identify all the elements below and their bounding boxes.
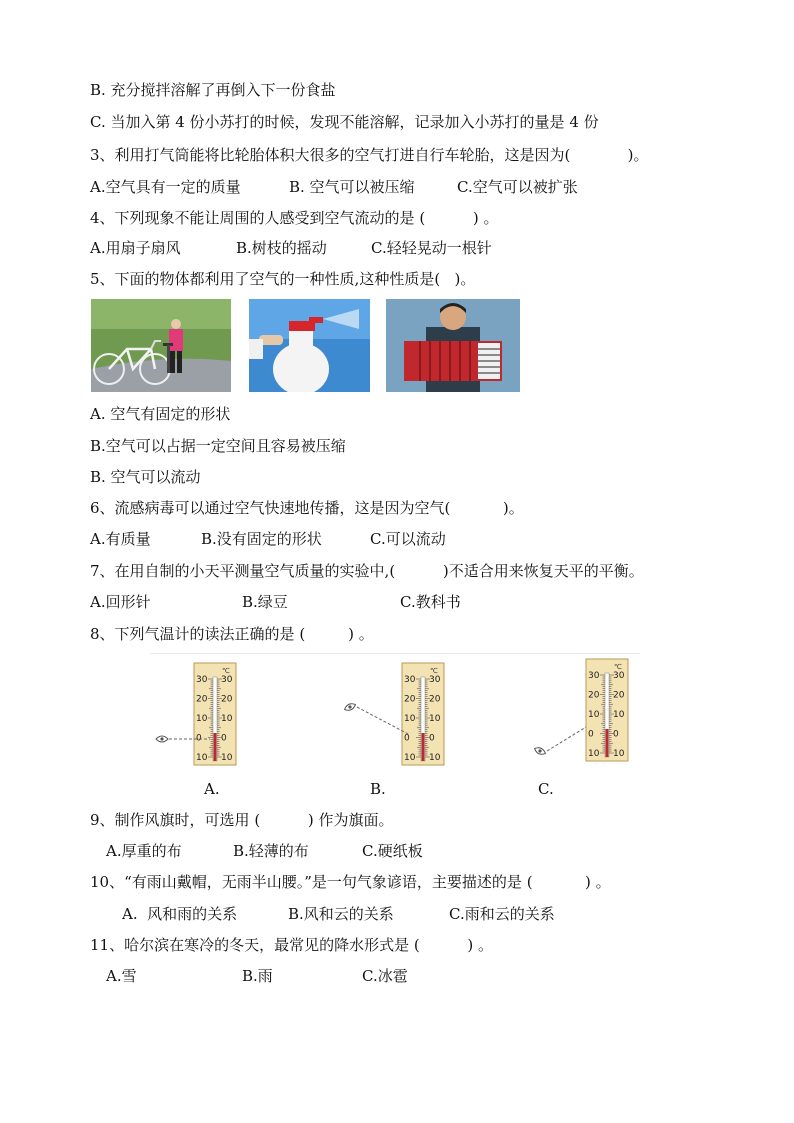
question-7-options <box>90 592 690 612</box>
tick-label-right: 10 <box>613 710 625 720</box>
tick-label-right: 10 <box>221 753 233 763</box>
thermometer-c-caption: C. <box>538 780 554 798</box>
tick-label-left: 20 <box>196 694 208 705</box>
accordion-boy-photo <box>386 299 520 392</box>
q7-option-c: C.教科书 <box>400 593 461 611</box>
q9-option-a: A.厚重的布 <box>106 842 182 860</box>
tick-label-right: 0 <box>429 733 435 744</box>
tick-label-left: 10 <box>404 714 416 724</box>
q5-option-b: B.空气可以占据一定空间且容易被压缩 <box>90 437 346 455</box>
q4-option-c: C.轻轻晃动一根针 <box>371 239 492 257</box>
thermometer-a <box>150 655 240 770</box>
question-6-options <box>90 529 690 549</box>
question-10-options <box>122 904 722 924</box>
tick-label-left: 10 <box>404 753 416 763</box>
q6-option-c: C.可以流动 <box>370 530 446 548</box>
q5-option-a: A. 空气有固定的形状 <box>90 405 231 423</box>
mercury-column <box>422 733 425 761</box>
q5-option-c: B. 空气可以流动 <box>90 468 201 486</box>
eye-icon <box>533 746 546 757</box>
tick-label-right: 10 <box>429 753 441 763</box>
tick-label-right: 20 <box>429 694 441 705</box>
tick-label-right: 0 <box>221 733 227 744</box>
thermometer-a-caption: A. <box>204 780 220 798</box>
tick-label-right: 0 <box>613 729 619 740</box>
unit-label: ℃ <box>614 663 622 671</box>
option-line-b-salt: B. 充分搅拌溶解了再倒入下一份食盐 <box>90 81 336 99</box>
unit-label: ℃ <box>430 667 438 675</box>
mercury-column <box>214 733 217 761</box>
question-5: 5、下面的物体都利用了空气的一种性质,这种性质是( )。 <box>90 270 476 288</box>
tick-label-left: 0 <box>196 733 202 744</box>
thermometer-b <box>340 655 450 770</box>
q6-option-a: A.有质量 <box>90 530 151 548</box>
tick-label-left: 30 <box>588 671 600 681</box>
tick-label-left: 20 <box>404 694 416 705</box>
tick-label-left: 30 <box>404 675 416 685</box>
question-3: 3、利用打气筒能将比轮胎体积大很多的空气打进自行车轮胎，这是因为( )。 <box>90 146 649 164</box>
eye-icon <box>343 702 356 713</box>
tick-label-right: 20 <box>613 690 625 701</box>
question-4-options <box>90 238 690 258</box>
tick-label-right: 30 <box>429 675 441 685</box>
q6-option-b: B.没有固定的形状 <box>201 530 322 548</box>
tick-label-right: 10 <box>429 714 441 724</box>
tick-label-right: 30 <box>221 675 233 685</box>
q3-option-c: C.空气可以被扩张 <box>457 178 578 196</box>
tick-label-left: 20 <box>588 690 600 701</box>
q7-option-b: B.绿豆 <box>242 593 288 611</box>
q3-option-b: B. 空气可以被压缩 <box>289 178 415 196</box>
eye-icon <box>156 736 168 742</box>
q9-option-c: C.硬纸板 <box>362 842 423 860</box>
q4-option-a: A.用扇子扇风 <box>90 239 181 257</box>
question-10: 10、“有雨山戴帽，无雨半山腰。”是一句气象谚语，主要描述的是 ( ) 。 <box>90 873 611 891</box>
tick-label-left: 10 <box>588 749 600 759</box>
option-line-c-soda: C. 当加入第 4 份小苏打的时候，发现不能溶解，记录加入小苏打的量是 4 份 <box>90 113 599 131</box>
question-8: 8、下列气温计的读法正确的是 ( ) 。 <box>90 625 374 643</box>
sight-line <box>547 727 586 751</box>
thermometer-b-caption: B. <box>370 780 386 798</box>
q11-option-b: B.雨 <box>242 967 273 985</box>
question-9: 9、制作风旗时，可选用 ( ) 作为旗面。 <box>90 811 394 829</box>
question-7: 7、在用自制的小天平测量空气质量的实验中,( )不适合用来恢复天平的平衡。 <box>90 562 644 580</box>
question-4: 4、下列现象不能让周围的人感受到空气流动的是 ( ) 。 <box>90 209 499 227</box>
spray-bottle-photo <box>249 299 370 392</box>
tick-label-left: 0 <box>404 733 410 744</box>
question-11-options <box>106 966 706 986</box>
q4-option-b: B.树枝的摇动 <box>236 239 327 257</box>
q11-option-a: A.雪 <box>106 967 137 985</box>
bicycle-girl-photo <box>91 299 231 392</box>
q3-option-a: A.空气具有一定的质量 <box>90 178 241 196</box>
thermometer-c <box>530 651 640 766</box>
tick-label-right: 10 <box>613 749 625 759</box>
q11-option-c: C.冰雹 <box>362 967 408 985</box>
tick-label-left: 0 <box>588 729 594 740</box>
unit-label: ℃ <box>222 667 230 675</box>
tick-label-left: 10 <box>196 753 208 763</box>
tick-label-left: 10 <box>196 714 208 724</box>
tick-label-left: 10 <box>588 710 600 720</box>
tick-label-right: 20 <box>221 694 233 705</box>
question-3-options <box>90 177 690 197</box>
mercury-column <box>606 729 609 757</box>
q7-option-a: A.回形针 <box>90 593 151 611</box>
q10-option-a: A. 风和雨的关系 <box>122 905 238 923</box>
question-11: 11、哈尔滨在寒冷的冬天，最常见的降水形式是 ( ) 。 <box>90 936 494 954</box>
tick-label-right: 10 <box>221 714 233 724</box>
q9-option-b: B.轻薄的布 <box>233 842 309 860</box>
q10-option-c: C.雨和云的关系 <box>449 905 555 923</box>
q10-option-b: B.风和云的关系 <box>288 905 394 923</box>
tick-label-left: 30 <box>196 675 208 685</box>
question-6: 6、流感病毒可以通过空气快速地传播，这是因为空气( )。 <box>90 499 524 517</box>
question-9-options <box>106 841 706 861</box>
tick-label-right: 30 <box>613 671 625 681</box>
